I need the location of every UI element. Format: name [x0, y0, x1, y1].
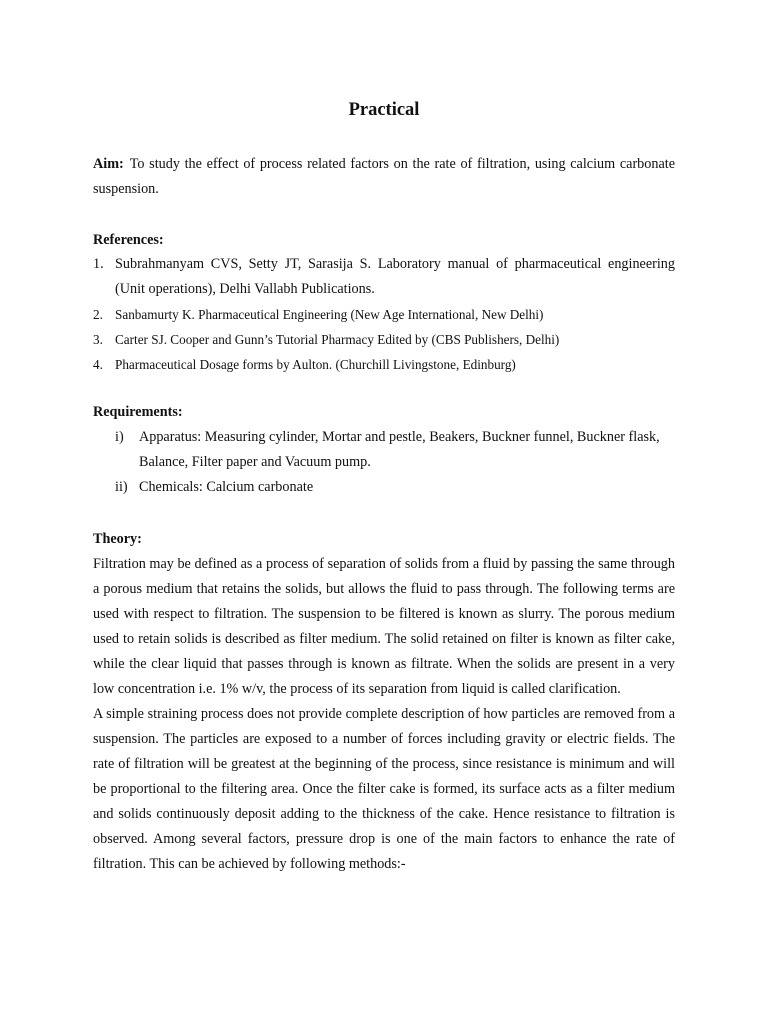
reference-number: 4. [93, 357, 103, 372]
reference-item [93, 252, 675, 302]
requirement-number: i) [115, 429, 124, 445]
requirement-text: Apparatus: Measuring cylinder, Mortar and pestle, Beakers, Buckner funnel, Buckner flask, Balance, Filter paper and Vacuum pump. [139, 429, 660, 470]
reference-item [93, 352, 675, 377]
theory-paragraph: A simple straining process does not provide complete description of how particles are removed from a suspension. The particles are exposed to a number of forces including gravity or electric fields. The rate of filtration will be greatest at the beginning of the process, since resistance is minimum and will be proportional to the filtering area. Once the filter cake is formed, its surface acts as a filter medium and solids continuously deposit adding to the thickness of the cake. Hence resistance to filtration is observed. Among several factors, pressure drop is one of the main factors to enhance the rate of filtration. This can be achieved by following methods:- [93, 706, 675, 872]
requirements-list [93, 425, 675, 500]
requirement-item [93, 425, 669, 475]
theory-body [93, 552, 675, 877]
reference-text: Subrahmanyam CVS, Setty JT, Sarasija S. Laboratory manual of pharmaceutical engineering (Unit operations), Delhi Vallabh Publications. [115, 256, 675, 297]
requirements-heading: Requirements: [93, 404, 183, 420]
requirement-text: Chemicals: Calcium carbonate [139, 479, 314, 495]
reference-number: 3. [93, 332, 103, 347]
reference-item [93, 327, 675, 352]
page-title: Practical [348, 100, 420, 120]
aim-paragraph [93, 152, 675, 202]
aim-label: Aim: [93, 156, 124, 172]
reference-text: Sanbamurty K. Pharmaceutical Engineering (New Age International, New Delhi) [115, 307, 544, 322]
reference-number: 1. [93, 256, 104, 272]
theory-paragraph: Filtration may be defined as a process of separation of solids from a fluid by passing the same through a porous medium that retains the solids, but allows the fluid to pass through. The following terms are used with respect to filtration. The suspension to be filtered is known as slurry. The porous medium used to retain solids is described as filter medium. The solid retained on filter is known as filter cake, while the clear liquid that passes through is known as filtrate. When the solids are present in a very low concentration i.e. 1% w/v, the process of its separation from liquid is called clarification. [93, 556, 675, 697]
reference-number: 2. [93, 307, 103, 322]
aim-text: To study the effect of process related factors on the rate of filtration, using calcium carbonate suspension. [93, 156, 675, 197]
references-list [93, 252, 675, 377]
reference-item [93, 302, 675, 327]
reference-text: Pharmaceutical Dosage forms by Aulton. (Churchill Livingstone, Edinburg) [115, 357, 516, 372]
requirement-number: ii) [115, 479, 128, 495]
requirement-item [93, 475, 669, 500]
reference-text: Carter SJ. Cooper and Gunn’s Tutorial Pharmacy Edited by (CBS Publishers, Delhi) [115, 332, 560, 347]
theory-heading: Theory: [93, 531, 142, 547]
references-heading: References: [93, 232, 164, 248]
